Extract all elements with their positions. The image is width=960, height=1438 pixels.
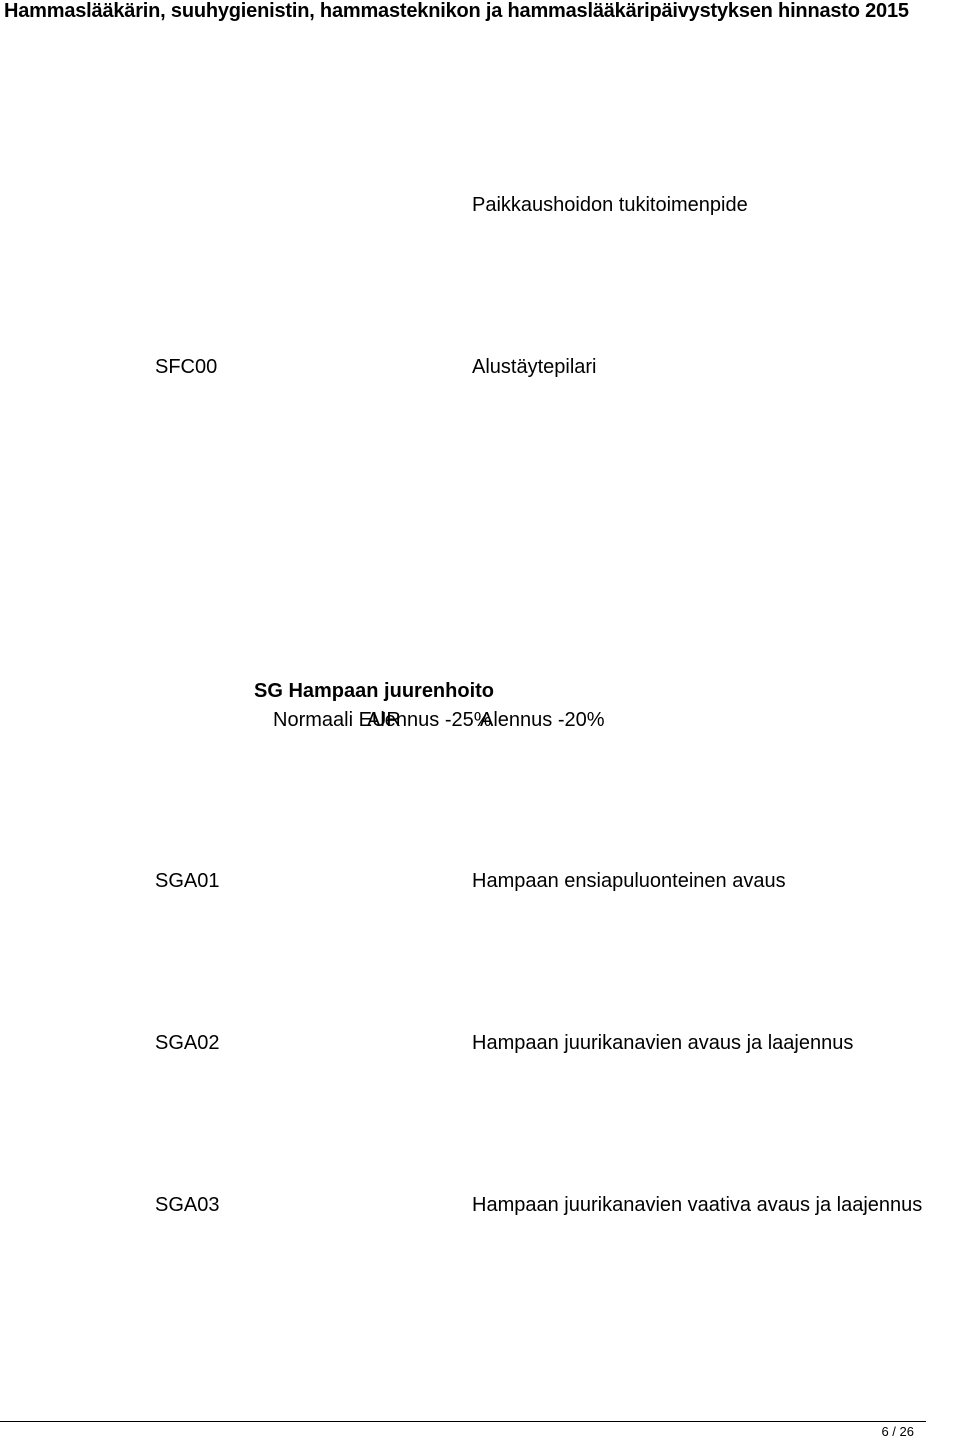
column-header-discount-25: Alennus -25% [367, 709, 492, 731]
row-description: Hampaan juurikanavien avaus ja laajennus [472, 1032, 854, 1054]
row-code: SFC00 [155, 356, 218, 378]
section-title: SG Hampaan juurenhoito [254, 680, 495, 702]
column-header-normal: Normaali EUR [273, 709, 401, 731]
footer-divider [0, 1421, 926, 1422]
page-number: 6 / 26 [881, 1424, 914, 1438]
row-code: SGA03 [155, 1194, 220, 1216]
row-description: Paikkaushoidon tukitoimenpide [472, 194, 748, 216]
row-description: Alustäytepilari [472, 356, 597, 378]
row-description: Hampaan juurikanavien vaativa avaus ja laajennus [472, 1194, 923, 1216]
row-code: SGA01 [155, 870, 220, 892]
row-description: Hampaan ensiapuluonteinen avaus [472, 870, 786, 892]
row-code: SGA02 [155, 1032, 220, 1054]
document-title: Hammaslääkärin, suuhygienistin, hammasteknikon ja hammaslääkäripäivystyksen hinnasto 2015 [4, 0, 909, 22]
column-header-discount-20: Alennus -20% [480, 709, 605, 731]
